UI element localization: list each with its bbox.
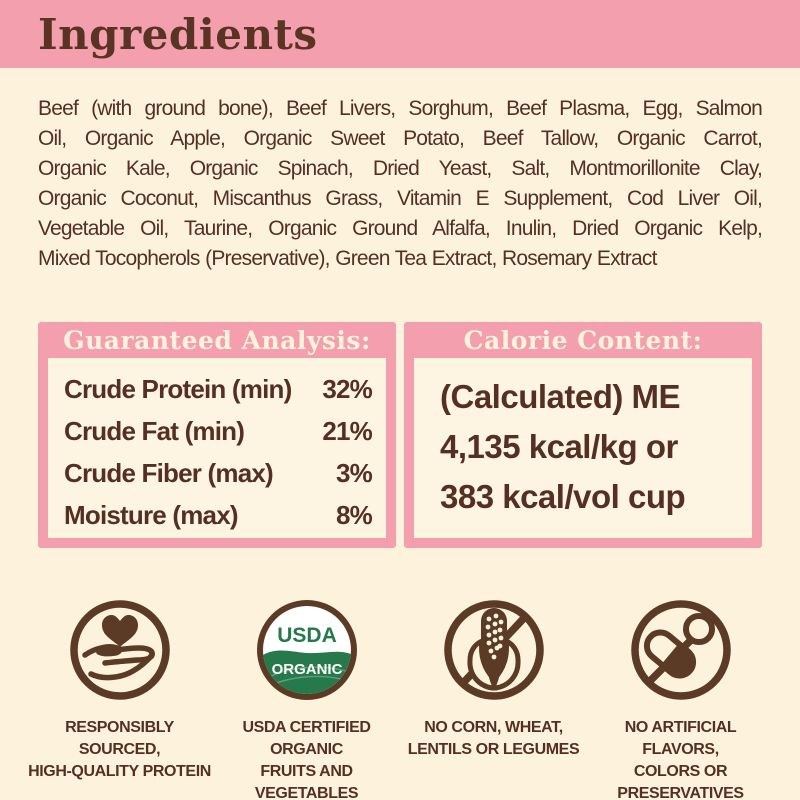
analysis-label: Crude Protein (min) <box>64 373 292 404</box>
feature-no-artificial <box>587 598 774 800</box>
features-row <box>26 598 774 800</box>
analysis-value: 21% <box>322 415 372 446</box>
no-artificial-icon <box>629 598 733 702</box>
caption-line: HIGH-QUALITY PROTEIN <box>28 763 211 780</box>
caption-line: NO ARTIFICIAL FLAVORS, <box>624 719 737 758</box>
feature-usda-organic <box>213 598 400 800</box>
analysis-value: 8% <box>336 499 372 530</box>
analysis-row <box>64 494 372 536</box>
calorie-text-line: (Calculated) ME <box>440 378 681 415</box>
guaranteed-analysis-panel <box>48 358 386 538</box>
calorie-text-line: 4,135 kcal/kg or <box>440 428 678 465</box>
analysis-table <box>48 358 386 536</box>
calorie-content-header <box>404 322 762 358</box>
analysis-row <box>64 368 372 410</box>
ingredient-line: Vegetable Oil, Taurine, Organic Ground Alfalfa, Inulin, Dried Organic Kelp, <box>38 217 762 240</box>
ingredient-line: Organic Kale, Organic Spinach, Dried Yeast, Salt, Montmorillonite Clay, <box>38 157 762 180</box>
feature-responsibly-sourced <box>26 598 213 800</box>
caption-line: RESPONSIBLY SOURCED, <box>65 719 174 758</box>
caption-line: USDA CERTIFIED ORGANIC <box>242 719 371 758</box>
analysis-label: Crude Fat (min) <box>64 415 245 446</box>
feature-caption <box>587 717 774 800</box>
ingredients-paragraph <box>38 94 762 274</box>
ingredient-line: Beef (with ground bone), Beef Livers, Sorghum, Beef Plasma, Egg, Salmon <box>38 97 762 120</box>
ingredient-line: Mixed Tocopherols (Preservative), Green Tea Extract, Rosemary Extract <box>38 247 657 270</box>
ingredient-line: Oil, Organic Apple, Organic Sweet Potato, Beef Tallow, Organic Carrot, <box>38 127 762 150</box>
usda-organic-badge-icon <box>255 598 359 702</box>
caption-line: NO CORN, WHEAT, <box>424 719 563 736</box>
calorie-content-title: Calorie Content: <box>463 325 703 355</box>
calorie-content-panel <box>414 358 752 538</box>
feature-caption <box>408 717 579 761</box>
guaranteed-analysis-header <box>38 322 396 358</box>
calorie-content-box <box>404 322 762 548</box>
usda-badge-top-text: USDA <box>276 624 337 647</box>
info-boxes-row <box>38 322 762 548</box>
feature-caption <box>26 717 213 783</box>
analysis-label: Crude Fiber (max) <box>64 457 273 488</box>
caption-line: FRUITS AND VEGETABLES <box>254 763 359 800</box>
header-band <box>0 0 800 68</box>
ingredient-line: Organic Coconut, Miscanthus Grass, Vitamin E Supplement, Cod Liver Oil, <box>38 187 762 210</box>
calorie-text-line: 383 kcal/vol cup <box>440 478 686 515</box>
usda-badge-bottom-text: ORGANIC <box>271 661 342 678</box>
page-title: Ingredients <box>38 9 318 59</box>
guaranteed-analysis-box <box>38 322 396 548</box>
guaranteed-analysis-title: Guaranteed Analysis: <box>63 325 371 355</box>
analysis-row <box>64 452 372 494</box>
analysis-value: 32% <box>322 373 372 404</box>
analysis-label: Moisture (max) <box>64 499 238 530</box>
analysis-row <box>64 410 372 452</box>
no-corn-icon <box>442 598 546 702</box>
feature-caption <box>213 717 400 800</box>
analysis-value: 3% <box>336 457 372 488</box>
feature-no-corn <box>400 598 587 800</box>
caption-line: LENTILS OR LEGUMES <box>407 741 580 758</box>
caption-line: COLORS OR PRESERVATIVES <box>617 763 744 800</box>
heart-in-hand-icon <box>68 598 172 702</box>
